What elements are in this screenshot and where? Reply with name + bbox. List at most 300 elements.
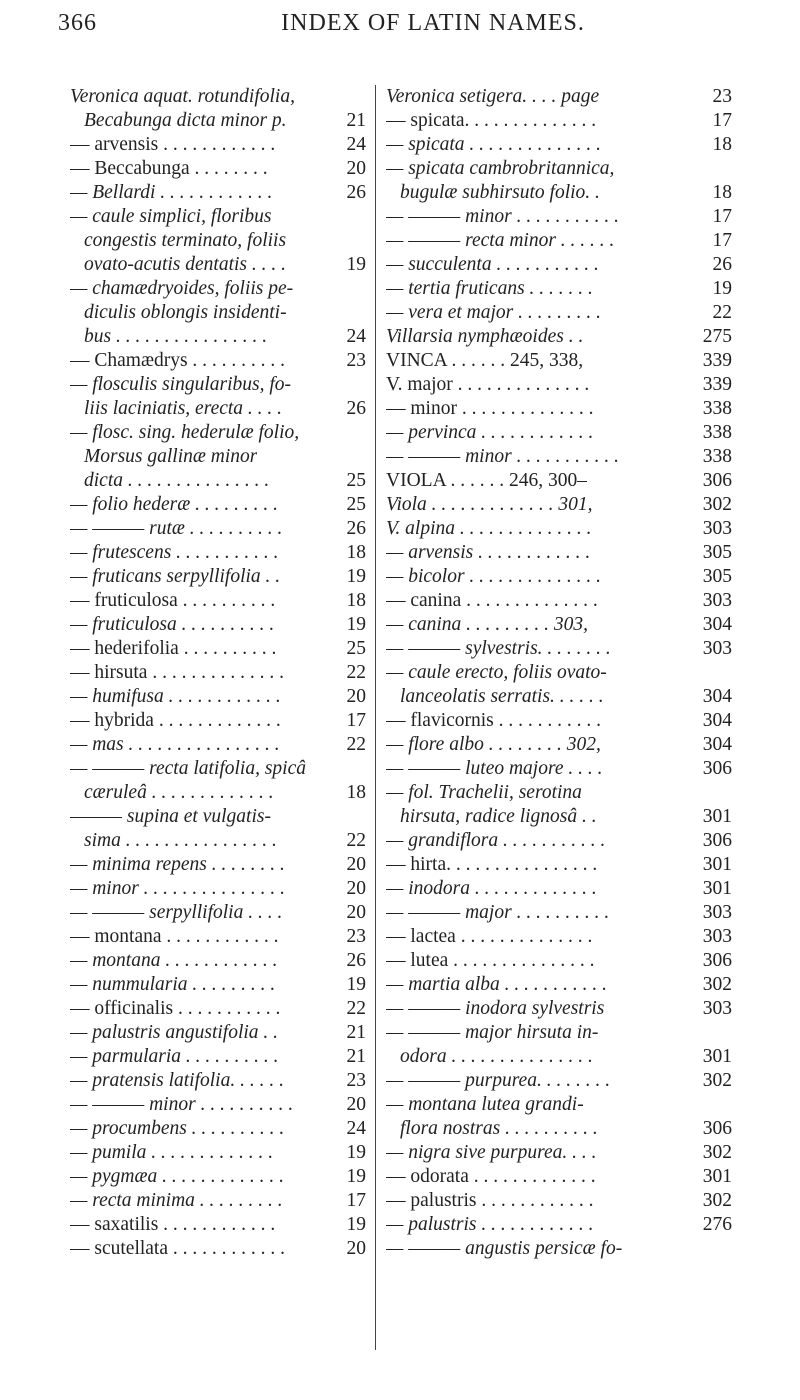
index-entry — [386, 613, 732, 637]
index-entry — [70, 1021, 366, 1045]
column-divider — [375, 85, 376, 1350]
entry-page-number: 19 — [346, 1142, 366, 1163]
entry-page-number — [704, 1021, 732, 1045]
index-entry — [386, 469, 732, 493]
index-entry — [70, 1069, 366, 1093]
index-entry — [386, 1093, 732, 1117]
index-entry — [70, 637, 366, 661]
entry-text: VINCA . . . . . . 245, 338, — [386, 350, 584, 371]
index-entry — [70, 229, 366, 253]
entry-text: — arvensis . . . . . . . . . . . . — [70, 134, 276, 155]
index-entry — [386, 877, 732, 901]
page-number: 366 — [58, 10, 97, 36]
entry-page-number: 19 — [346, 566, 366, 587]
index-entry — [386, 85, 732, 109]
entry-text: — montana . . . . . . . . . . . . — [70, 926, 279, 947]
entry-page-number: 20 — [346, 878, 366, 899]
entry-page-number: 26 — [346, 182, 366, 203]
entry-page-number: 23 — [712, 86, 732, 107]
index-entry — [70, 277, 366, 301]
entry-page-number: 301 — [702, 1046, 732, 1067]
index-entry — [70, 613, 366, 637]
entry-text: — vera et major . . . . . . . . . — [386, 302, 602, 323]
index-entry — [70, 1141, 366, 1165]
entry-page-number: 305 — [702, 542, 732, 563]
entry-text: — inodora . . . . . . . . . . . . . — [386, 878, 597, 899]
index-entry — [386, 301, 732, 325]
index-entry — [386, 901, 732, 925]
index-entry — [70, 661, 366, 685]
entry-page-number: 302 — [702, 1190, 732, 1211]
index-entry — [386, 133, 732, 157]
entry-page-number: 23 — [346, 1070, 366, 1091]
entry-text: — ——— minor . . . . . . . . . . . — [386, 206, 619, 227]
entry-page-number: 21 — [346, 1046, 366, 1067]
index-entry — [70, 709, 366, 733]
entry-page-number — [338, 205, 366, 229]
entry-page-number: 19 — [346, 254, 366, 275]
entry-text: — ——— major hirsuta in- — [386, 1022, 599, 1043]
index-entry — [70, 397, 366, 421]
entry-text: — saxatilis . . . . . . . . . . . . — [70, 1214, 276, 1235]
index-entry — [386, 973, 732, 997]
entry-text: hirsuta, radice lignosâ . . — [400, 806, 597, 827]
entry-text: — ——— recta minor . . . . . . — [386, 230, 615, 251]
entry-page-number — [338, 805, 366, 829]
index-entry — [386, 733, 732, 757]
entry-text: — arvensis . . . . . . . . . . . . — [386, 542, 591, 563]
entry-page-number: 25 — [346, 470, 366, 491]
entry-page-number: 22 — [346, 830, 366, 851]
entry-text: — flosculis singularibus, fo- — [70, 374, 292, 395]
entry-page-number: 24 — [346, 134, 366, 155]
entry-text: sima . . . . . . . . . . . . . . . . — [84, 830, 277, 851]
index-entry — [386, 397, 732, 421]
entry-page-number: 306 — [702, 830, 732, 851]
index-entry — [70, 877, 366, 901]
entry-page-number: 305 — [702, 566, 732, 587]
index-entry — [386, 997, 732, 1021]
index-entry — [386, 325, 732, 349]
entry-page-number: 22 — [712, 302, 732, 323]
index-entry — [386, 589, 732, 613]
entry-text: odora . . . . . . . . . . . . . . . — [400, 1046, 593, 1067]
entry-page-number: 302 — [702, 1142, 732, 1163]
entry-text: — caule erecto, foliis ovato- — [386, 662, 607, 683]
entry-text: — recta minima . . . . . . . . . — [70, 1190, 283, 1211]
index-entry — [386, 445, 732, 469]
index-entry — [386, 757, 732, 781]
entry-text: Morsus gallinæ minor — [84, 446, 258, 467]
entry-page-number: 301 — [702, 806, 732, 827]
index-entry — [386, 181, 732, 205]
entry-page-number — [338, 85, 366, 109]
entry-text: — ——— angustis persicæ fo- — [386, 1238, 623, 1259]
index-entry — [386, 1069, 732, 1093]
entry-page-number: 304 — [702, 614, 732, 635]
entry-text: — canina . . . . . . . . . 303, — [386, 614, 589, 635]
entry-text: — pygmæa . . . . . . . . . . . . . — [70, 1166, 284, 1187]
index-entry — [386, 1237, 732, 1261]
entry-page-number — [704, 661, 732, 685]
entry-page-number — [338, 373, 366, 397]
entry-text: — pratensis latifolia. . . . . . — [70, 1070, 284, 1091]
index-entry — [70, 253, 366, 277]
index-entry — [70, 973, 366, 997]
entry-text: — frutescens . . . . . . . . . . . — [70, 542, 279, 563]
entry-text: — ——— serpyllifolia . . . . — [70, 902, 283, 923]
entry-page-number: 301 — [702, 1166, 732, 1187]
entry-page-number: 20 — [346, 158, 366, 179]
entry-page-number: 276 — [702, 1214, 732, 1235]
index-entry — [70, 325, 366, 349]
entry-page-number: 339 — [702, 374, 732, 395]
entry-text: — flavicornis . . . . . . . . . . . — [386, 710, 602, 731]
entry-page-number: 303 — [702, 998, 732, 1019]
index-entry — [70, 1189, 366, 1213]
index-entry — [386, 1213, 732, 1237]
index-entry — [386, 1165, 732, 1189]
entry-text: ——— supina et vulgatis- — [70, 806, 271, 827]
index-entry — [70, 181, 366, 205]
index-entry — [70, 109, 366, 133]
entry-text: — caule simplici, floribus — [70, 206, 272, 227]
entry-text: — ——— inodora sylvestris — [386, 998, 605, 1019]
entry-page-number: 303 — [702, 518, 732, 539]
index-entry — [70, 301, 366, 325]
entry-text: Becabunga dicta minor p. — [84, 110, 287, 131]
index-entry — [386, 1189, 732, 1213]
entry-page-number: 25 — [346, 494, 366, 515]
index-entry — [70, 205, 366, 229]
entry-page-number: 275 — [702, 326, 732, 347]
entry-text: — fruticulosa . . . . . . . . . . — [70, 590, 276, 611]
index-entry — [70, 85, 366, 109]
entry-page-number: 17 — [346, 710, 366, 731]
entry-page-number: 338 — [702, 446, 732, 467]
entry-page-number: 20 — [346, 854, 366, 875]
index-entry — [386, 1045, 732, 1069]
entry-page-number: 26 — [346, 518, 366, 539]
entry-page-number: 21 — [346, 1022, 366, 1043]
entry-text: — montana . . . . . . . . . . . . — [70, 950, 278, 971]
entry-text: — officinalis . . . . . . . . . . . — [70, 998, 281, 1019]
entry-page-number: 302 — [702, 494, 732, 515]
index-entry — [386, 565, 732, 589]
entry-page-number: 302 — [702, 1070, 732, 1091]
entry-page-number: 338 — [702, 398, 732, 419]
entry-text: Villarsia nymphæoides . . — [386, 326, 584, 347]
index-entry — [70, 445, 366, 469]
entry-text: liis laciniatis, erecta . . . . — [84, 398, 283, 419]
entry-text: — ——— major . . . . . . . . . . — [386, 902, 610, 923]
index-entry — [70, 1165, 366, 1189]
index-entry — [386, 349, 732, 373]
right-column — [386, 85, 732, 1261]
index-entry — [386, 781, 732, 805]
entry-text: Veronica setigera. . . . page — [386, 86, 600, 107]
entry-text: — palustris . . . . . . . . . . . . — [386, 1190, 594, 1211]
running-header — [58, 10, 748, 37]
entry-text: — spicata. . . . . . . . . . . . . . — [386, 110, 597, 131]
entry-page-number: 23 — [346, 926, 366, 947]
entry-page-number: 26 — [712, 254, 732, 275]
entry-page-number: 306 — [702, 950, 732, 971]
index-entry — [70, 133, 366, 157]
entry-page-number: 306 — [702, 470, 732, 491]
entry-page-number: 303 — [702, 638, 732, 659]
entry-page-number: 18 — [346, 590, 366, 611]
entry-page-number: 25 — [346, 638, 366, 659]
entry-text: — fruticans serpyllifolia . . — [70, 566, 281, 587]
index-entry — [70, 493, 366, 517]
index-entry — [386, 925, 732, 949]
page-title: INDEX OF LATIN NAMES. — [281, 10, 585, 36]
entry-text: — lactea . . . . . . . . . . . . . . — [386, 926, 593, 947]
entry-text: — martia alba . . . . . . . . . . . — [386, 974, 608, 995]
entry-text: V. major . . . . . . . . . . . . . . — [386, 374, 590, 395]
index-entry — [70, 781, 366, 805]
entry-page-number: 19 — [346, 974, 366, 995]
entry-text: — scutellata . . . . . . . . . . . . — [70, 1238, 286, 1259]
index-entry — [70, 829, 366, 853]
entry-text: — succulenta . . . . . . . . . . . — [386, 254, 599, 275]
entry-text: — Beccabunga . . . . . . . . — [70, 158, 268, 179]
index-entry — [386, 805, 732, 829]
entry-text: — tertia fruticans . . . . . . . — [386, 278, 593, 299]
index-entry — [386, 109, 732, 133]
entry-page-number — [704, 1093, 732, 1117]
index-entry — [70, 373, 366, 397]
index-entry — [386, 949, 732, 973]
entry-text: V. alpina . . . . . . . . . . . . . . — [386, 518, 592, 539]
entry-text: bugulæ subhirsuto folio. . — [400, 182, 600, 203]
index-entry — [70, 349, 366, 373]
entry-page-number: 301 — [702, 854, 732, 875]
entry-text: VIOLA . . . . . . 246, 300– — [386, 470, 587, 491]
index-entry — [386, 709, 732, 733]
entry-page-number — [704, 1237, 732, 1261]
entry-text: — folio hederæ . . . . . . . . . — [70, 494, 278, 515]
entry-text: — hirsuta . . . . . . . . . . . . . . — [70, 662, 284, 683]
entry-page-number — [338, 445, 366, 469]
entry-page-number: 338 — [702, 422, 732, 443]
entry-page-number: 24 — [346, 1118, 366, 1139]
entry-text: Veronica aquat. rotundifolia, — [70, 86, 295, 107]
index-entry — [386, 853, 732, 877]
entry-text: — ——— luteo majore . . . . — [386, 758, 603, 779]
index-entry — [70, 541, 366, 565]
entry-page-number: 20 — [346, 902, 366, 923]
index-entry — [386, 1117, 732, 1141]
entry-text: — fol. Trachelii, serotina — [386, 782, 582, 803]
entry-text: — nigra sive purpurea. . . . — [386, 1142, 597, 1163]
entry-page-number: 20 — [346, 1094, 366, 1115]
entry-text: flora nostras . . . . . . . . . . — [400, 1118, 598, 1139]
entry-page-number: 302 — [702, 974, 732, 995]
entry-page-number: 23 — [346, 350, 366, 371]
entry-page-number: 26 — [346, 398, 366, 419]
entry-text: — ——— sylvestris. . . . . . . . — [386, 638, 611, 659]
entry-text: cæruleâ . . . . . . . . . . . . . — [84, 782, 274, 803]
index-entry — [386, 541, 732, 565]
index-entry — [386, 253, 732, 277]
index-entry — [70, 589, 366, 613]
index-entry — [70, 157, 366, 181]
entry-page-number — [704, 781, 732, 805]
entry-text: — chamædryoides, foliis pe- — [70, 278, 294, 299]
index-entry — [70, 1093, 366, 1117]
entry-page-number: 18 — [712, 182, 732, 203]
entry-page-number: 306 — [702, 1118, 732, 1139]
entry-text: congestis terminato, foliis — [84, 230, 287, 251]
entry-page-number: 17 — [712, 110, 732, 131]
entry-page-number: 19 — [346, 1166, 366, 1187]
entry-text: — ——— minor . . . . . . . . . . . — [386, 446, 619, 467]
index-entry — [70, 1045, 366, 1069]
entry-text: — ——— purpurea. . . . . . . . — [386, 1070, 611, 1091]
entry-text: — minor . . . . . . . . . . . . . . — [386, 398, 594, 419]
entry-text: — pervinca . . . . . . . . . . . . — [386, 422, 594, 443]
entry-text: — nummularia . . . . . . . . . — [70, 974, 276, 995]
entry-page-number: 22 — [346, 998, 366, 1019]
entry-text: lanceolatis serratis. . . . . . — [400, 686, 604, 707]
index-entry — [70, 853, 366, 877]
entry-page-number: 21 — [346, 110, 366, 131]
entry-text: — minima repens . . . . . . . . — [70, 854, 285, 875]
entry-text: ovato-acutis dentatis . . . . — [84, 254, 287, 275]
index-entry — [70, 901, 366, 925]
entry-text: — hederifolia . . . . . . . . . . — [70, 638, 277, 659]
entry-page-number: 19 — [346, 1214, 366, 1235]
index-entry — [386, 517, 732, 541]
index-entry — [70, 949, 366, 973]
entry-page-number: 303 — [702, 590, 732, 611]
index-entry — [386, 277, 732, 301]
entry-text: — ——— recta latifolia, spicâ — [70, 758, 306, 779]
entry-page-number: 339 — [702, 350, 732, 371]
entry-page-number: 24 — [346, 326, 366, 347]
entry-text: — procumbens . . . . . . . . . . — [70, 1118, 285, 1139]
entry-text: — flore albo . . . . . . . . 302, — [386, 734, 601, 755]
index-entry — [386, 205, 732, 229]
entry-text: — ——— minor . . . . . . . . . . — [70, 1094, 294, 1115]
entry-page-number — [704, 157, 732, 181]
entry-text: — hirta. . . . . . . . . . . . . . . . — [386, 854, 598, 875]
entry-page-number: 304 — [702, 710, 732, 731]
index-entry — [386, 829, 732, 853]
entry-text: — grandiflora . . . . . . . . . . . — [386, 830, 606, 851]
entry-page-number: 303 — [702, 926, 732, 947]
index-entry — [386, 1021, 732, 1045]
index-entry — [70, 469, 366, 493]
index-entry — [386, 157, 732, 181]
entry-text: Viola . . . . . . . . . . . . . 301, — [386, 494, 593, 515]
entry-page-number: 22 — [346, 662, 366, 683]
entry-text: — minor . . . . . . . . . . . . . . . — [70, 878, 286, 899]
entry-page-number: 18 — [346, 782, 366, 803]
entry-text: — hybrida . . . . . . . . . . . . . — [70, 710, 281, 731]
entry-page-number: 304 — [702, 734, 732, 755]
index-entry — [70, 925, 366, 949]
entry-page-number — [338, 757, 366, 781]
index-entry — [70, 421, 366, 445]
entry-text: — Chamædrys . . . . . . . . . . — [70, 350, 286, 371]
entry-page-number: 22 — [346, 734, 366, 755]
index-entry — [70, 517, 366, 541]
left-column — [70, 85, 366, 1261]
entry-text: diculis oblongis insidenti- — [84, 302, 287, 323]
index-entry — [386, 421, 732, 445]
index-entry — [386, 1141, 732, 1165]
entry-page-number: 17 — [346, 1190, 366, 1211]
entry-page-number: 20 — [346, 1238, 366, 1259]
index-entry — [386, 685, 732, 709]
entry-page-number: 17 — [712, 206, 732, 227]
entry-page-number — [338, 301, 366, 325]
index-entry — [70, 685, 366, 709]
entry-page-number: 304 — [702, 686, 732, 707]
entry-text: — parmularia . . . . . . . . . . — [70, 1046, 279, 1067]
entry-page-number: 18 — [346, 542, 366, 563]
entry-text: — mas . . . . . . . . . . . . . . . . — [70, 734, 280, 755]
entry-page-number: 17 — [712, 230, 732, 251]
entry-text: — canina . . . . . . . . . . . . . . — [386, 590, 598, 611]
entry-text: — ——— rutæ . . . . . . . . . . — [70, 518, 283, 539]
entry-page-number: 301 — [702, 878, 732, 899]
entry-text: — montana lutea grandi- — [386, 1094, 584, 1115]
entry-text: — spicata . . . . . . . . . . . . . . — [386, 134, 602, 155]
entry-text: — lutea . . . . . . . . . . . . . . . — [386, 950, 595, 971]
entry-page-number: 18 — [712, 134, 732, 155]
entry-page-number — [338, 277, 366, 301]
entry-page-number: 303 — [702, 902, 732, 923]
index-entry — [70, 733, 366, 757]
index-entry — [70, 757, 366, 781]
entry-page-number: 20 — [346, 686, 366, 707]
entry-text: — fruticulosa . . . . . . . . . . — [70, 614, 275, 635]
entry-text: dicta . . . . . . . . . . . . . . . — [84, 470, 270, 491]
entry-page-number — [338, 421, 366, 445]
entry-text: — pumila . . . . . . . . . . . . . — [70, 1142, 274, 1163]
entry-text: — humifusa . . . . . . . . . . . . — [70, 686, 281, 707]
entry-text: — bicolor . . . . . . . . . . . . . . — [386, 566, 602, 587]
index-entry — [386, 637, 732, 661]
entry-page-number: 19 — [346, 614, 366, 635]
index-entry — [386, 229, 732, 253]
entry-page-number: 19 — [712, 278, 732, 299]
index-entry — [386, 373, 732, 397]
entry-page-number: 26 — [346, 950, 366, 971]
entry-text: — spicata cambrobritannica, — [386, 158, 615, 179]
entry-text: — Bellardi . . . . . . . . . . . . — [70, 182, 273, 203]
entry-page-number — [338, 229, 366, 253]
index-entry — [70, 1237, 366, 1261]
index-entry — [70, 565, 366, 589]
index-entry — [70, 805, 366, 829]
index-entry — [70, 1213, 366, 1237]
entry-text: — palustris angustifolia . . — [70, 1022, 279, 1043]
entry-text: bus . . . . . . . . . . . . . . . . — [84, 326, 268, 347]
index-entry — [386, 493, 732, 517]
entry-page-number: 306 — [702, 758, 732, 779]
index-entry — [386, 661, 732, 685]
entry-text: — flosc. sing. hederulæ folio, — [70, 422, 300, 443]
entry-text: — odorata . . . . . . . . . . . . . — [386, 1166, 596, 1187]
index-entry — [70, 997, 366, 1021]
entry-text: — palustris . . . . . . . . . . . . — [386, 1214, 594, 1235]
index-entry — [70, 1117, 366, 1141]
